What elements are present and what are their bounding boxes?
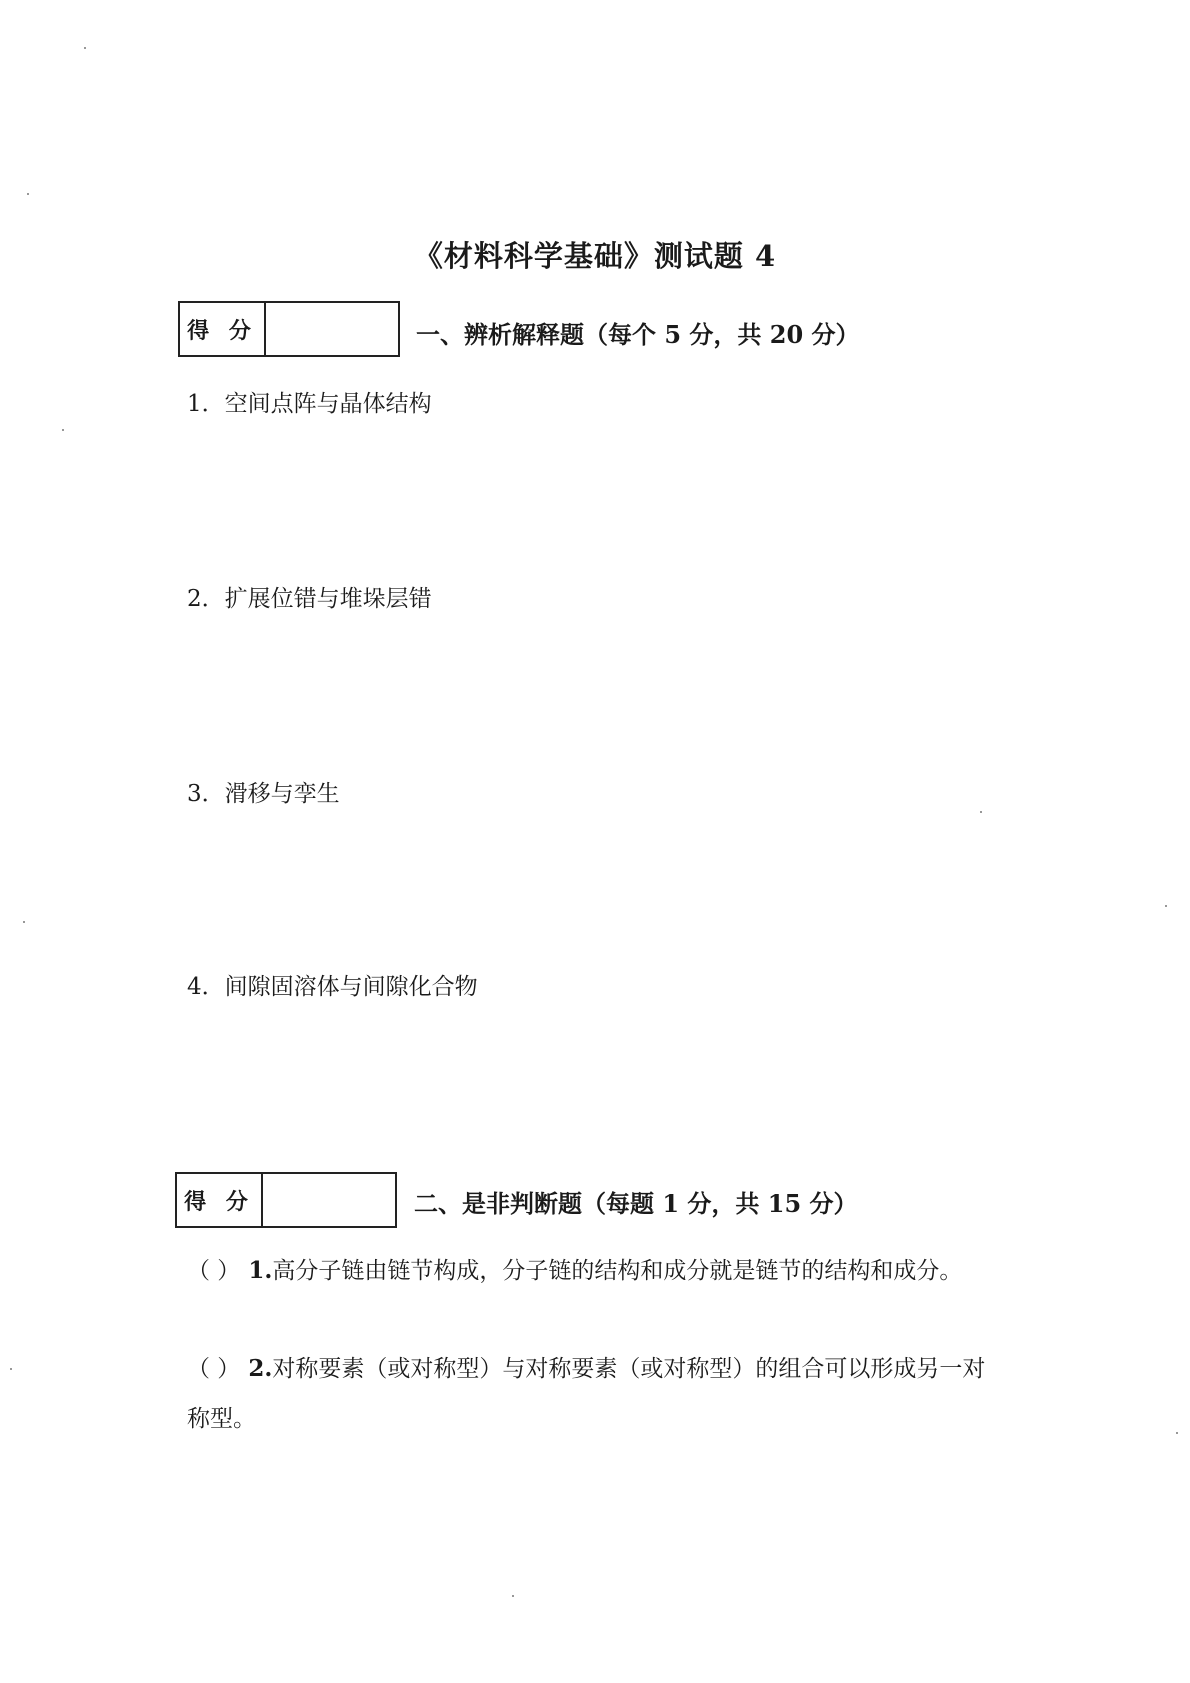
item-text: 对称要素（或对称型）与对称要素（或对称型）的组合可以形成另一对称型。	[187, 1356, 986, 1432]
scan-speck	[23, 921, 25, 923]
page-title: 《材料科学基础》测试题 4	[413, 239, 777, 273]
answer-parentheses: （ ）	[187, 1356, 241, 1382]
scan-speck	[980, 811, 982, 813]
scan-speck	[62, 429, 64, 431]
question-item: 4．间隙固溶体与间隙化合物	[187, 974, 478, 1000]
scan-speck	[512, 1595, 514, 1597]
item-number: 1.	[248, 1257, 273, 1284]
question-item: 1．空间点阵与晶体结构	[187, 391, 432, 417]
score-blank	[266, 303, 398, 355]
answer-parentheses: （ ）	[187, 1258, 241, 1284]
question-item: 2．扩展位错与堆垛层错	[187, 586, 432, 612]
score-box-section-1	[178, 301, 400, 357]
item-text: 高分子链由链节构成，分子链的结构和成分就是链节的结构和成分。	[272, 1258, 963, 1284]
item-number: 2.	[248, 1355, 273, 1382]
score-label: 得 分	[177, 1174, 263, 1226]
scan-speck	[27, 193, 29, 195]
score-blank	[263, 1174, 395, 1226]
judge-item	[187, 1246, 987, 1296]
judge-item	[187, 1344, 987, 1444]
question-item: 3．滑移与孪生	[187, 781, 340, 807]
section-1-heading: 一、辨析解释题（每个 5 分，共 20 分）	[416, 320, 860, 349]
section-2-heading: 二、是非判断题（每题 1 分，共 15 分）	[414, 1189, 858, 1218]
score-box-section-2	[175, 1172, 397, 1228]
scan-speck	[10, 1368, 12, 1370]
score-label: 得 分	[180, 303, 266, 355]
scan-speck	[1165, 905, 1167, 907]
scan-speck	[84, 47, 86, 49]
scan-speck	[1176, 1432, 1178, 1434]
